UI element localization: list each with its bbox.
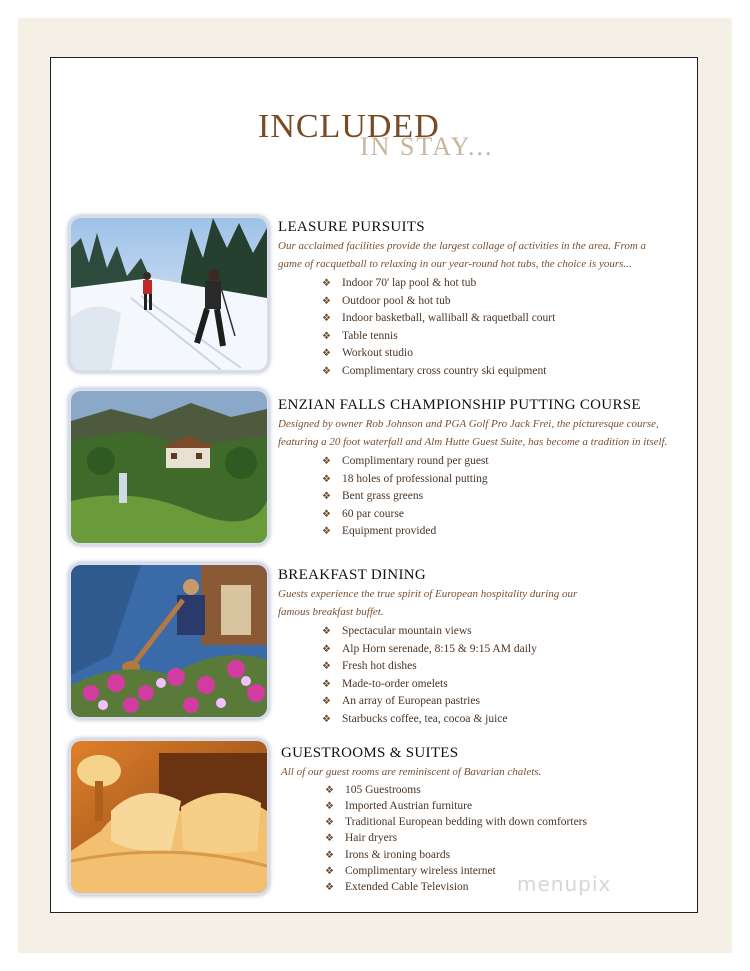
description-line: featuring a 20 foot waterfall and Alm Hutte Guest Suite, has become a tradition in itself. — [278, 435, 668, 448]
amenity-list — [278, 623, 678, 728]
list-item: ❖ Workout studio — [322, 345, 678, 363]
list-item: ❖ Fresh hot dishes — [322, 658, 678, 676]
diamond-bullet-icon: ❖ — [325, 833, 334, 845]
list-item: ❖ An array of European pastries — [322, 693, 678, 711]
list-item: ❖ 60 par course — [322, 506, 678, 524]
section-heading: BREAKFAST DINING — [278, 567, 427, 583]
section-description — [278, 586, 678, 621]
putting-course-photo — [71, 391, 267, 543]
list-item: ❖ 105 Guestrooms — [325, 782, 681, 798]
description-line: famous breakfast buffet. — [278, 605, 384, 618]
diamond-bullet-icon: ❖ — [322, 330, 331, 342]
amenity-list — [281, 782, 681, 896]
description-line: Designed by owner Rob Johnson and PGA Golf Pro Jack Frei, the picturesque course, — [278, 418, 659, 430]
diamond-bullet-icon: ❖ — [322, 678, 331, 690]
section-putting-course — [278, 397, 678, 541]
guestroom-photo — [71, 741, 267, 893]
section-heading: ENZIAN FALLS CHAMPIONSHIP PUTTING COURSE — [278, 397, 641, 413]
diamond-bullet-icon: ❖ — [322, 526, 331, 537]
diamond-bullet-icon: ❖ — [322, 491, 331, 502]
diamond-bullet-icon: ❖ — [322, 313, 331, 324]
section-breakfast-dining — [278, 567, 678, 728]
section-description — [278, 416, 678, 451]
diamond-bullet-icon: ❖ — [322, 295, 331, 307]
list-item: ❖ 18 holes of professional putting — [322, 471, 678, 489]
diamond-bullet-icon: ❖ — [325, 784, 334, 796]
section-leisure-pursuits — [278, 219, 678, 380]
list-item: ❖ Complimentary wireless internet — [325, 863, 681, 879]
diamond-bullet-icon: ❖ — [325, 817, 334, 829]
title-included: INCLUDED — [258, 108, 440, 145]
list-item: ❖ Outdoor pool & hot tub — [322, 293, 678, 311]
list-item: ❖ Extended Cable Television — [325, 879, 681, 895]
list-item: ❖ Imported Austrian furniture — [325, 798, 681, 814]
amenity-list — [278, 453, 678, 541]
diamond-bullet-icon: ❖ — [325, 800, 334, 812]
diamond-bullet-icon: ❖ — [322, 473, 331, 485]
amenity-list — [278, 275, 678, 380]
diamond-bullet-icon: ❖ — [322, 713, 331, 725]
diamond-bullet-icon: ❖ — [322, 365, 331, 377]
diamond-bullet-icon: ❖ — [322, 661, 331, 672]
diamond-bullet-icon: ❖ — [325, 865, 334, 877]
list-item: ❖ Traditional European bedding with down comforters — [325, 814, 681, 830]
description-line: Our acclaimed facilities provide the largest collage of activities in the area. From a — [278, 240, 647, 252]
diamond-bullet-icon: ❖ — [325, 849, 334, 861]
list-item: ❖ Irons & ironing boards — [325, 847, 681, 863]
title-in-stay: IN STAY... — [360, 132, 494, 161]
diamond-bullet-icon: ❖ — [322, 508, 331, 520]
section-heading: LEASURE PURSUITS — [278, 219, 425, 235]
section-description — [281, 764, 681, 782]
description-line: All of our guest rooms are reminiscent of Bavarian chalets. — [281, 766, 542, 778]
list-item: ❖ Spectacular mountain views — [322, 623, 678, 641]
alp-horn-photo — [71, 565, 267, 717]
diamond-bullet-icon: ❖ — [322, 643, 331, 655]
diamond-bullet-icon: ❖ — [322, 278, 331, 289]
list-item: ❖ Alp Horn serenade, 8:15 & 9:15 AM daily — [322, 641, 678, 659]
diamond-bullet-icon: ❖ — [322, 696, 331, 707]
diamond-bullet-icon: ❖ — [322, 626, 331, 637]
description-line: Guests experience the true spirit of European hospitality during our — [278, 588, 578, 600]
list-item: ❖ Hair dryers — [325, 830, 681, 846]
list-item: ❖ Starbucks coffee, tea, cocoa & juice — [322, 711, 678, 729]
list-item: ❖ Bent grass greens — [322, 488, 678, 506]
watermark-logo: menupix — [517, 872, 612, 896]
section-heading: GUESTROOMS & SUITES — [281, 745, 459, 761]
diamond-bullet-icon: ❖ — [325, 882, 334, 894]
skiing-photo — [71, 218, 267, 370]
section-description — [278, 238, 678, 273]
list-item: ❖ Made-to-order omelets — [322, 676, 678, 694]
section-guestrooms — [281, 745, 681, 896]
description-line: game of racquetball to relaxing in our year-round hot tubs, the choice is yours... — [278, 257, 632, 270]
list-item: ❖ Complimentary cross country ski equipment — [322, 363, 678, 381]
list-item: ❖ Complimentary round per guest — [322, 453, 678, 471]
diamond-bullet-icon: ❖ — [322, 348, 331, 359]
diamond-bullet-icon: ❖ — [322, 456, 331, 467]
list-item: ❖ Indoor basketball, walliball & raquetball court — [322, 310, 678, 328]
list-item: ❖ Table tennis — [322, 328, 678, 346]
list-item: ❖ Indoor 70' lap pool & hot tub — [322, 275, 678, 293]
list-item: ❖ Equipment provided — [322, 523, 678, 541]
